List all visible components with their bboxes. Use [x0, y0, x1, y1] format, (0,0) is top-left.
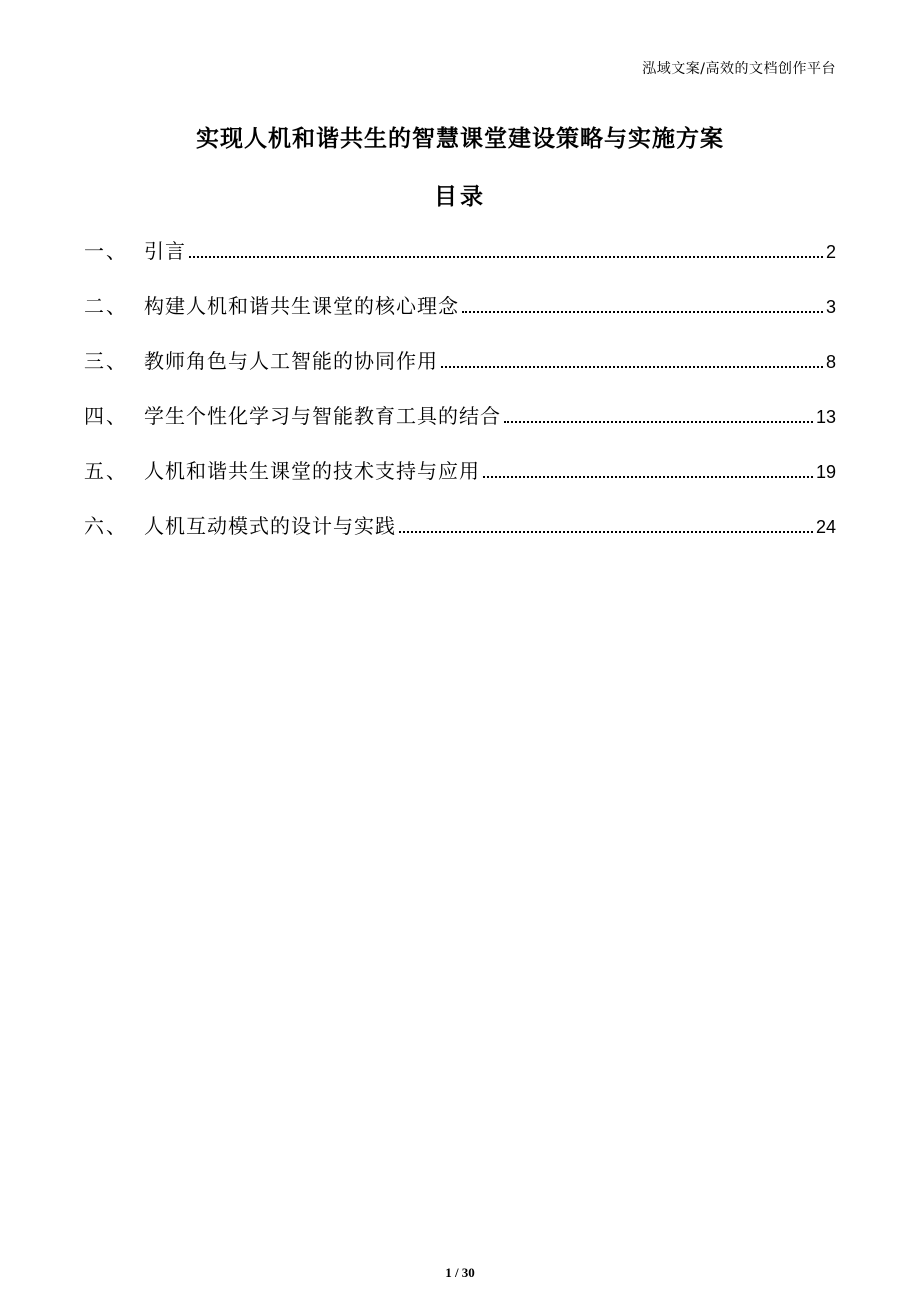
toc-entry-number: 二、	[84, 294, 128, 318]
toc-entry[interactable]	[84, 288, 836, 343]
toc-entry[interactable]	[84, 453, 836, 508]
toc-entry-number: 五、	[84, 459, 128, 483]
toc-dot-leader	[483, 475, 813, 478]
header-note: 泓域文案/高效的文档创作平台	[642, 61, 836, 77]
toc-dot-leader	[399, 530, 813, 533]
toc-entry-page[interactable]: 13	[815, 407, 836, 427]
toc-entry-number: 三、	[84, 349, 128, 373]
document-title: 实现人机和谐共生的智慧课堂建设策略与实施方案	[196, 126, 724, 152]
toc-entry-page[interactable]: 2	[825, 242, 836, 262]
toc-entry-title[interactable]: 引言	[144, 239, 186, 263]
toc-dot-leader	[504, 420, 813, 423]
toc-entry-title[interactable]: 学生个性化学习与智能教育工具的结合	[144, 404, 501, 428]
toc-entry-page[interactable]: 8	[825, 352, 836, 372]
toc-entry[interactable]	[84, 508, 836, 563]
toc-entry-number: 六、	[84, 514, 128, 538]
toc-entry-title[interactable]: 人机互动模式的设计与实践	[144, 514, 396, 538]
toc-entry-page[interactable]: 3	[825, 297, 836, 317]
toc-dot-leader	[462, 310, 823, 313]
toc-entry-title[interactable]: 构建人机和谐共生课堂的核心理念	[144, 294, 459, 318]
toc-entry-number: 四、	[84, 404, 128, 428]
toc-entry-page[interactable]: 19	[815, 462, 836, 482]
toc-entry[interactable]	[84, 233, 836, 288]
toc-dot-leader	[441, 365, 823, 368]
toc-heading: 目录	[434, 184, 486, 210]
page-number: 1 / 30	[445, 1265, 475, 1280]
toc-entry[interactable]	[84, 398, 836, 453]
toc-entry-title[interactable]: 教师角色与人工智能的协同作用	[144, 349, 438, 373]
toc-entry[interactable]	[84, 343, 836, 398]
toc-entry-page[interactable]: 24	[815, 517, 836, 537]
table-of-contents	[84, 233, 836, 563]
toc-entry-title[interactable]: 人机和谐共生课堂的技术支持与应用	[144, 459, 480, 483]
toc-dot-leader	[189, 255, 823, 258]
toc-entry-number: 一、	[84, 239, 128, 263]
